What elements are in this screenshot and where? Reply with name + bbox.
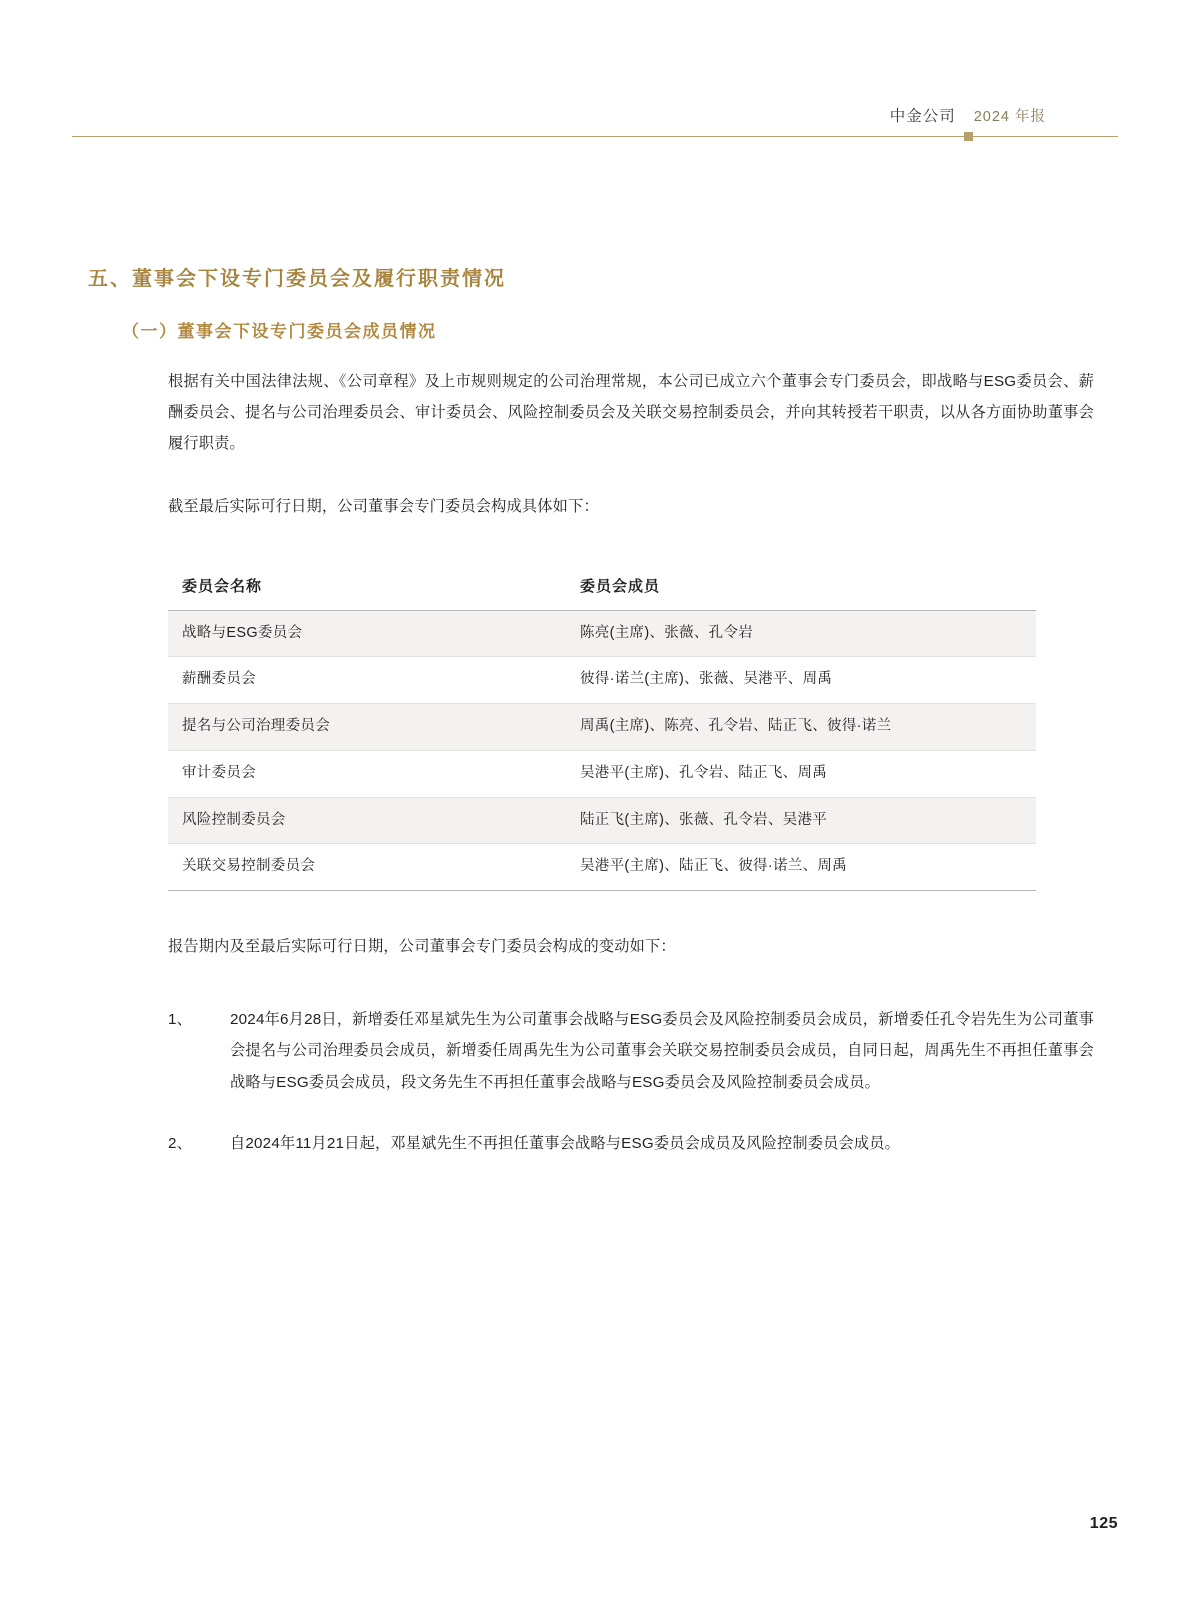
header-company-name: 中金公司	[889, 108, 956, 125]
subsection-title: （一）董事会下设专门委员会成员情况	[122, 322, 437, 341]
cell-committee-name: 风险控制委员会	[168, 797, 566, 844]
table-header-row	[168, 565, 1036, 611]
cell-committee-members: 陆正飞(主席)、张薇、孔令岩、吴港平	[566, 797, 1036, 844]
table-header-committee-name: 委员会名称	[168, 565, 566, 611]
table-row	[168, 704, 1036, 751]
list-item	[168, 1128, 1094, 1159]
cell-committee-members: 吴港平(主席)、孔令岩、陆正飞、周禹	[566, 750, 1036, 797]
header-divider-rule	[72, 136, 1118, 137]
table-row	[168, 797, 1036, 844]
cell-committee-name: 战略与ESG委员会	[168, 610, 566, 657]
table-head	[168, 565, 1036, 611]
list-item-number: 2、	[168, 1134, 193, 1152]
cell-committee-name: 关联交易控制委员会	[168, 844, 566, 891]
table-row	[168, 610, 1036, 657]
list-item	[168, 1004, 1094, 1097]
document-content	[88, 262, 1102, 1189]
cell-committee-name: 提名与公司治理委员会	[168, 704, 566, 751]
cell-committee-name: 审计委员会	[168, 750, 566, 797]
table-row	[168, 844, 1036, 891]
header-text-group	[890, 104, 1046, 126]
cell-committee-members: 周禹(主席)、陈亮、孔令岩、陆正飞、彼得·诺兰	[566, 704, 1036, 751]
cell-committee-members: 陈亮(主席)、张薇、孔令岩	[566, 610, 1036, 657]
table-header-committee-members: 委员会成员	[566, 565, 1036, 611]
header-report-year: 2024 年报	[973, 109, 1046, 125]
table-body	[168, 610, 1036, 891]
list-item-text: 2024年6月28日，新增委任邓星斌先生为公司董事会战略与ESG委员会及风险控制委员会成员，新增委任孔令岩先生为公司董事会提名与公司治理委员会成员，新增委任周禹先生为公司董事会关联交易控制委员会成员，自同日起，周禹先生不再担任董事会战略与ESG委员会成员，段文务先生不再担任董事会战略与ESG委员会及风险控制委员会成员。	[230, 1011, 1094, 1091]
cell-committee-members: 彼得·诺兰(主席)、张薇、吴港平、周禹	[566, 657, 1036, 704]
paragraph-committee-overview: 根据有关中国法律法规、《公司章程》及上市规则规定的公司治理常规，本公司已成立六个董事会专门委员会，即战略与ESG委员会、薪酬委员会、提名与公司治理委员会、审计委员会、风险控制委员会及关联交易控制委员会，并向其转授若干职责，以从各方面协助董事会履行职责。	[168, 373, 1094, 453]
paragraph-table-intro: 截至最后实际可行日期，公司董事会专门委员会构成具体如下：	[168, 498, 599, 516]
list-item-number: 1、	[168, 1011, 193, 1029]
committee-changes-list	[88, 1004, 1102, 1159]
paragraph-changes-intro: 报告期内及至最后实际可行日期，公司董事会专门委员会构成的变动如下：	[168, 938, 676, 956]
cell-committee-name: 薪酬委员会	[168, 657, 566, 704]
page-number: 125	[1089, 1515, 1118, 1532]
committee-composition-table	[168, 565, 1036, 892]
page-header	[72, 104, 1118, 148]
list-item-text: 自2024年11月21日起，邓星斌先生不再担任董事会战略与ESG委员会成员及风险控制委员会成员。	[230, 1134, 901, 1152]
section-title: 五、董事会下设专门委员会及履行职责情况	[88, 268, 506, 290]
cell-committee-members: 吴港平(主席)、陆正飞、彼得·诺兰、周禹	[566, 844, 1036, 891]
table-row	[168, 657, 1036, 704]
header-divider-tick	[964, 132, 973, 141]
table-row	[168, 750, 1036, 797]
